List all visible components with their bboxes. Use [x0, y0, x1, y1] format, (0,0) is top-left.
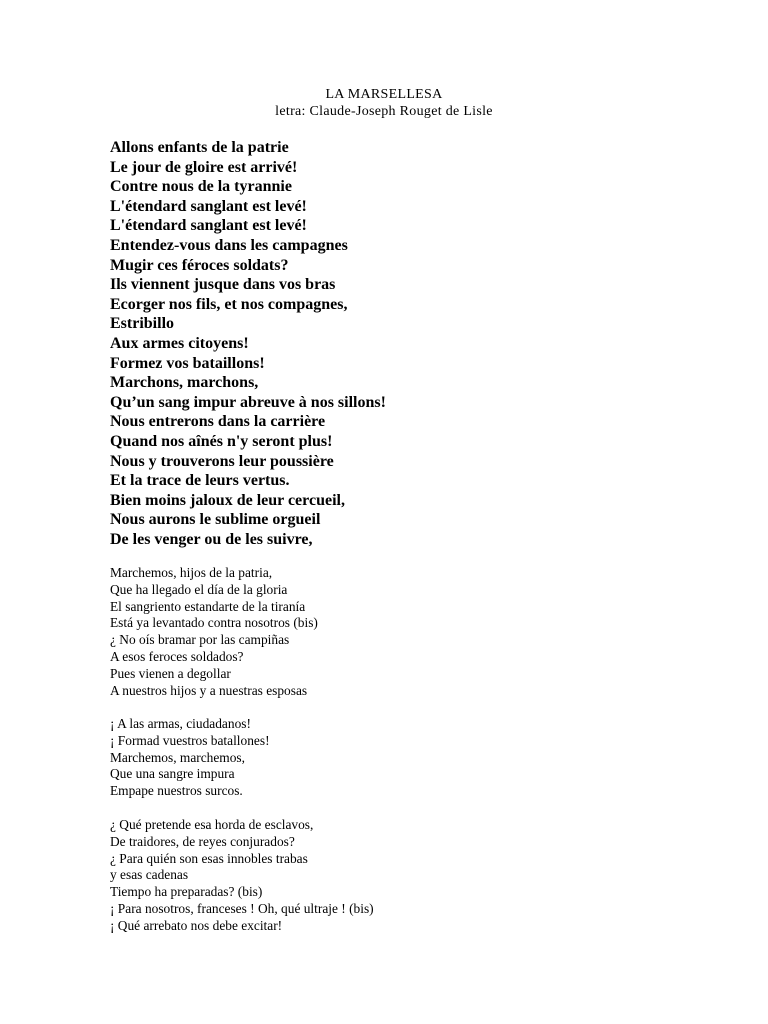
spanish-line: Tiempo ha preparadas? (bis) [110, 884, 263, 900]
french-line: Nous entrerons dans la carrière [110, 413, 326, 431]
spanish-stanza [110, 817, 374, 935]
french-line: Contre nous de la tyrannie [110, 178, 292, 196]
french-line: Quand nos aînés n'y seront plus! [110, 432, 333, 450]
french-line: Mugir ces féroces soldats? [110, 256, 289, 274]
french-line: L'étendard sanglant est levé! [110, 217, 307, 235]
french-line: Ecorger nos fils, et nos compagnes, [110, 295, 348, 313]
spanish-line: A esos feroces soldados? [110, 648, 244, 664]
spanish-line: Pues vienen a degollar [110, 665, 231, 681]
document-title: LA MARSELLESA [325, 87, 443, 102]
document-author-line: letra: Claude-Joseph Rouget de Lisle [275, 104, 493, 119]
spanish-line: ¡ Para nosotros, franceses ! Oh, qué ultraje ! (bis) [110, 900, 374, 916]
spanish-line: Está ya levantado contra nosotros (bis) [110, 615, 318, 631]
spanish-line: ¿ Qué pretende esa horda de esclavos, [110, 817, 314, 832]
spanish-line: ¡ A las armas, ciudadanos! [110, 716, 251, 731]
french-line: Aux armes citoyens! [110, 334, 249, 352]
spanish-line: A nuestros hijos y a nuestras esposas [110, 682, 308, 698]
spanish-line: Que una sangre impura [110, 766, 235, 782]
french-line: Ils viennent jusque dans vos bras [110, 276, 336, 294]
spanish-line: Empape nuestros surcos. [110, 783, 243, 799]
spanish-line: De traidores, de reyes conjurados? [110, 833, 295, 849]
french-line: Entendez-vous dans les campagnes [110, 236, 348, 254]
french-line: Marchons, marchons, [110, 374, 259, 392]
spanish-stanza [110, 716, 270, 800]
french-line: Nous aurons le sublime orgueil [110, 511, 321, 529]
french-line: Nous y trouverons leur poussière [110, 452, 334, 470]
spanish-line: ¡ Qué arrebato nos debe excitar! [110, 917, 283, 933]
french-line: Et la trace de leurs vertus. [110, 472, 290, 490]
spanish-line: ¿ No oís bramar por las campiñas [110, 632, 290, 648]
french-line: Qu’un sang impur abreuve à nos sillons! [110, 393, 386, 411]
spanish-line: y esas cadenas [110, 867, 189, 883]
french-line: L'étendard sanglant est levé! [110, 197, 307, 215]
spanish-line: Que ha llegado el día de la gloria [110, 581, 288, 597]
french-line: Le jour de gloire est arrivé! [110, 158, 298, 176]
french-line: Bien moins jaloux de leur cercueil, [110, 491, 345, 509]
spanish-line: Marchemos, hijos de la patria, [110, 565, 273, 580]
french-lyrics [110, 138, 386, 549]
spanish-stanza [110, 565, 318, 699]
spanish-line: El sangriento estandarte de la tiranía [110, 598, 306, 614]
spanish-line: ¿ Para quién son esas innobles trabas [110, 850, 308, 866]
spanish-line: ¡ Formad vuestros batallones! [110, 732, 270, 748]
french-line: De les venger ou de les suivre, [110, 530, 313, 548]
refrain-label: Estribillo [110, 315, 175, 333]
spanish-line: Marchemos, marchemos, [110, 749, 245, 765]
french-line: Formez vos bataillons! [110, 354, 265, 372]
french-line: Allons enfants de la patrie [110, 139, 289, 156]
